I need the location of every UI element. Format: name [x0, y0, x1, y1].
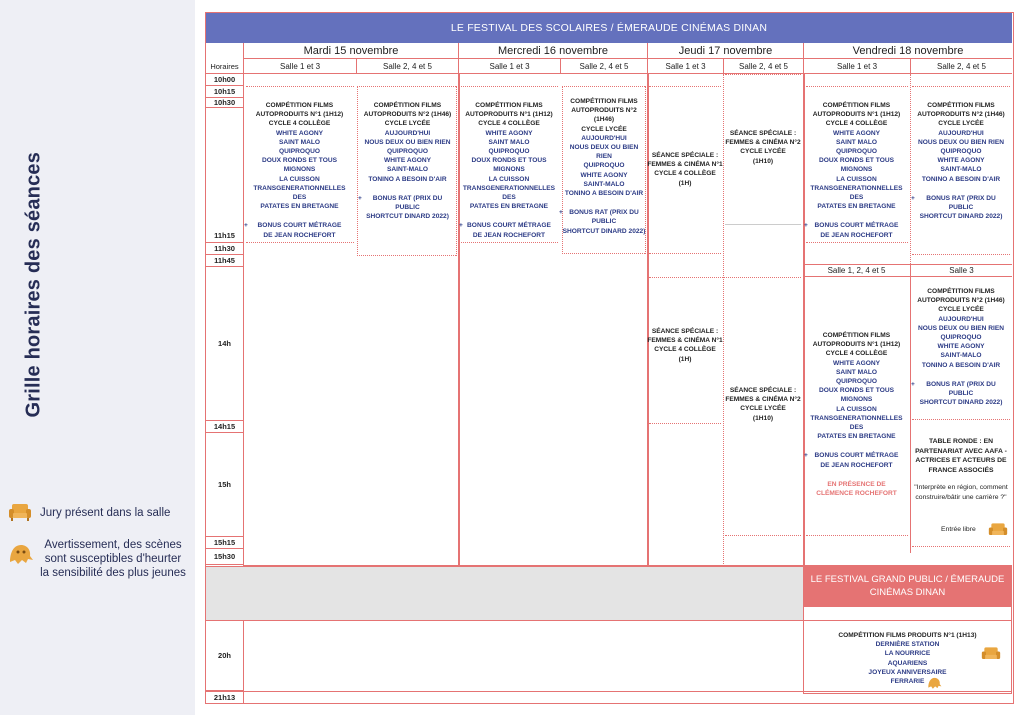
film-title: QUIPROQUO — [940, 334, 982, 342]
special-line: FEMMES & CINÉMA N°1 — [647, 337, 723, 345]
slot-border — [649, 86, 721, 87]
bonus-text: BONUS RAT (PRIX DU PUBLIC — [926, 194, 996, 212]
slot-border — [912, 419, 1010, 420]
film-title: NOUS DEUX OU BIEN RIEN — [569, 144, 639, 161]
film-title: SAINT-MALO — [940, 166, 982, 174]
entry-free: Entrée libre — [941, 526, 976, 533]
block-cycle: CYCLE LYCÉE — [581, 125, 627, 133]
slot-border — [246, 242, 354, 243]
block-title: COMPÉTITION FILMS — [822, 102, 891, 109]
special-line: CYCLE 4 COLLÈGE — [654, 346, 716, 354]
legend-warning-line: la sensibilité des plus jeunes — [40, 567, 186, 579]
film-title: DOUX RONDS ET TOUS MIGNONS — [819, 387, 894, 404]
slot-border — [461, 86, 558, 87]
film-title: TONINO A BESOIN D'AIR — [368, 175, 447, 183]
slot-border — [649, 277, 801, 278]
bonus-text: BONUS COURT MÉTRAGE — [257, 222, 342, 230]
slot-border — [649, 253, 721, 254]
special-line: CYCLE LYCÉE — [740, 148, 786, 156]
break-band — [206, 566, 803, 620]
program-block-films1 — [803, 101, 910, 240]
special-line: (1H10) — [752, 414, 774, 422]
block-title: COMPÉTITION FILMS — [570, 98, 638, 105]
special-line: CYCLE 4 COLLÈGE — [654, 170, 716, 178]
room-header: Salle 2, 4 et 5 — [910, 59, 1012, 74]
time-21h13: 21h13 — [213, 692, 236, 702]
film-title: TRANSGENERATIONNELLES DES — [253, 184, 346, 202]
film-title: TONINO A BESOIN D'AIR — [921, 175, 1001, 183]
day-header-friday: Vendredi 18 novembre — [803, 43, 1012, 59]
block-title: COMPÉTITION FILMS — [927, 288, 995, 295]
film-title: SAINT MALO — [278, 138, 321, 146]
slot-border — [357, 86, 456, 87]
bonus-text: BONUS RAT (PRIX DU PUBLIC — [926, 380, 996, 398]
film-title: LA CUISSON — [836, 175, 877, 183]
block-cycle: CYCLE LYCÉE — [938, 120, 984, 128]
time-11h45: 11h45 — [206, 255, 243, 267]
film-title: QUIPROQUO — [488, 148, 530, 156]
film-title: TRANSGENERATIONNELLES DES — [462, 184, 556, 202]
block-subtitle: AUTOPRODUITS N°1 (1H12) — [465, 111, 553, 119]
table-ronde-title: FRANCE ASSOCIÉS — [928, 466, 994, 474]
film-title: TONINO A BESOIN D'AIR — [921, 361, 1001, 369]
time-14h: 14h — [206, 267, 243, 421]
film-title: TONINO A BESOIN D'AIR — [564, 190, 644, 198]
film-title: QUIPROQUO — [386, 148, 429, 156]
special-line: CYCLE LYCÉE — [740, 405, 786, 413]
bonus-line — [914, 194, 1008, 212]
bonus-line-2: DE JEAN ROCHEFORT — [820, 231, 893, 239]
film-title: PATATES EN BRETAGNE — [260, 203, 339, 211]
bonus-line — [562, 208, 646, 226]
time-10h30: 10h30 — [206, 98, 243, 108]
film-title: PATATES EN BRETAGNE — [469, 203, 549, 211]
special-line: SÉANCE SPÉCIALE : — [651, 328, 719, 335]
film-title: TRANSGENERATIONNELLES DES — [810, 414, 903, 432]
slot-border — [806, 86, 908, 87]
film-title: WHITE AGONY — [275, 129, 323, 137]
slot-border — [725, 535, 801, 536]
special-line: FEMMES & CINÉMA N°2 — [725, 396, 801, 404]
slot-border — [562, 86, 645, 87]
program-block-films1-afternoon — [803, 331, 910, 498]
film-title: FERRARIE — [890, 678, 925, 686]
room-header: Salle 2, 4 et 5 — [560, 59, 647, 74]
film-title: JOYEUX ANNIVERSAIRE — [868, 668, 947, 676]
bonus-line — [807, 221, 906, 230]
ghost-icon — [6, 542, 34, 566]
film-title: LA CUISSON — [488, 175, 530, 183]
block-title: COMPÉTITION FILMS — [822, 332, 891, 339]
slot-border — [912, 254, 1010, 255]
bonus-line — [914, 380, 1008, 398]
time-15h: 15h — [206, 433, 243, 537]
block-cycle: CYCLE LYCÉE — [384, 120, 431, 128]
film-title: NOUS DEUX OU BIEN RIEN — [917, 138, 1005, 146]
slot-border — [725, 74, 801, 75]
film-title: AQUARIENS — [887, 659, 928, 667]
legend-warning-line: sont susceptibles d'heurter — [44, 553, 182, 565]
block-cycle: CYCLE 4 COLLÈGE — [478, 120, 540, 128]
special-session-1-afternoon — [647, 327, 723, 364]
bonus-line-2: SHORTCUT DINARD 2022) — [919, 213, 1003, 221]
film-title: WHITE AGONY — [937, 343, 985, 351]
slot-border — [357, 255, 456, 256]
film-title: AUJOURD'HUI — [581, 134, 627, 142]
bonus-text: BONUS RAT (PRIX DU PUBLIC — [372, 194, 443, 212]
special-line: SÉANCE SPÉCIALE : — [729, 387, 797, 394]
film-title: TRANSGENERATIONNELLES DES — [810, 184, 903, 202]
presence-line: EN PRÉSENCE DE — [827, 480, 886, 488]
legend-warning — [38, 538, 188, 580]
day-header-wednesday: Mercredi 16 novembre — [458, 43, 647, 59]
sidebar-title-text: Grille horaires des séances — [22, 151, 45, 418]
schools-festival-banner: LE FESTIVAL DES SCOLAIRES / ÉMERAUDE CINÉMAS DINAN — [206, 13, 1012, 43]
slot-border — [912, 86, 1010, 87]
film-title: SAINT-MALO — [940, 352, 982, 360]
table-ronde-quote: "Interprète en région, comment — [914, 484, 1008, 491]
film-title: DOUX RONDS ET TOUS MIGNONS — [471, 157, 547, 174]
time-15h15: 15h15 — [206, 537, 243, 549]
film-title: QUIPROQUO — [583, 162, 625, 170]
block-title: COMPÉTITION FILMS — [927, 102, 995, 109]
special-line: (1H) — [678, 179, 692, 187]
special-line: SÉANCE SPÉCIALE : — [651, 152, 719, 159]
film-title: WHITE AGONY — [832, 129, 880, 137]
film-title: AUJOURD'HUI — [938, 315, 984, 323]
special-session-2 — [723, 129, 803, 166]
special-line: FEMMES & CINÉMA N°1 — [647, 161, 723, 169]
slot-border — [461, 242, 558, 243]
film-title: NOUS DEUX OU BIEN RIEN — [364, 138, 451, 146]
block-cycle: CYCLE 4 COLLÈGE — [825, 350, 888, 358]
table-ronde-title: TABLE RONDE : EN — [928, 438, 994, 445]
block-subtitle: AUTOPRODUITS N°2 (1H46) — [363, 111, 452, 119]
time-15h30: 15h30 — [206, 549, 243, 565]
film-title: QUIPROQUO — [278, 148, 321, 156]
day-header-thursday: Jeudi 17 novembre — [647, 43, 803, 59]
film-title: PATATES EN BRETAGNE — [817, 203, 896, 211]
film-title: WHITE AGONY — [937, 157, 985, 165]
bonus-line-2: DE JEAN ROCHEFORT — [820, 461, 893, 469]
slot-border — [725, 224, 801, 225]
time-11h30: 11h30 — [206, 243, 243, 255]
grand-public-title: CINÉMAS DINAN — [869, 587, 946, 598]
horaires-header: Horaires — [206, 59, 244, 74]
grand-public-banner — [803, 566, 1012, 606]
film-title: QUIPROQUO — [835, 148, 878, 156]
program-block-films2 — [357, 101, 458, 221]
evening-title: COMPÉTITION FILMS PRODUITS N°1 (1H13) — [838, 632, 977, 639]
bonus-line — [807, 451, 906, 460]
film-title: AUJOURD'HUI — [384, 129, 431, 137]
bonus-line-2: SHORTCUT DINARD 2022) — [366, 213, 449, 221]
table-ronde-title: ACTRICES ET ACTEURS DE — [915, 457, 1007, 464]
time-14h15: 14h15 — [206, 421, 243, 433]
room-header: Salle 1 et 3 — [243, 59, 356, 74]
special-line: SÉANCE SPÉCIALE : — [729, 130, 797, 137]
bonus-line — [247, 221, 352, 230]
room-header-afternoon: Salle 3 — [910, 265, 1012, 277]
room-header: Salle 1 et 3 — [647, 59, 723, 74]
block-cycle: CYCLE 4 COLLÈGE — [268, 120, 331, 128]
block-title: COMPÉTITION FILMS — [265, 102, 334, 109]
day-header-tuesday: Mardi 15 novembre — [243, 43, 458, 59]
bonus-line-2: DE JEAN ROCHEFORT — [263, 231, 336, 239]
block-subtitle: AUTOPRODUITS N°1 (1H12) — [255, 111, 344, 119]
bonus-line-2: SHORTCUT DINARD 2022) — [562, 227, 646, 235]
block-subtitle: AUTOPRODUITS N°2 (1H46) — [917, 111, 1005, 119]
film-title: PATATES EN BRETAGNE — [817, 433, 896, 441]
room-header: Salle 2, 4 et 5 — [723, 59, 803, 74]
film-title: SAINT MALO — [488, 138, 530, 146]
film-title: SAINT MALO — [835, 138, 878, 146]
bonus-text: BONUS RAT (PRIX DU PUBLIC — [569, 209, 639, 226]
table-ronde-title: PARTENARIAT AVEC AAFA - — [915, 447, 1007, 455]
block-subtitle: AUTOPRODUITS N°1 (1H12) — [812, 111, 901, 119]
armchair-icon — [981, 645, 1001, 663]
film-title: WHITE AGONY — [832, 359, 880, 367]
room-header: Salle 1 et 3 — [458, 59, 560, 74]
time-10h00: 10h00 — [206, 74, 243, 86]
armchair-icon — [988, 521, 1008, 539]
bonus-line-2: DE JEAN ROCHEFORT — [472, 231, 546, 239]
bonus-text: BONUS COURT MÉTRAGE — [814, 452, 899, 460]
film-title: WHITE AGONY — [485, 129, 533, 137]
slot-border — [246, 86, 354, 87]
special-session-2-afternoon — [723, 386, 803, 423]
schedule-grid — [205, 12, 1014, 704]
film-title: SAINT MALO — [835, 368, 878, 376]
film-title: LA NOURRICE — [884, 650, 931, 658]
block-subtitle: AUTOPRODUITS N°2 (1H46) — [571, 107, 637, 124]
slot-border — [912, 546, 1010, 547]
table-ronde-quote: construire/bâtir une carrière ?" — [915, 493, 1007, 501]
film-title: AUJOURD'HUI — [938, 129, 984, 137]
film-title: LA CUISSON — [279, 175, 320, 183]
legend-jury: Jury présent dans la salle — [40, 507, 171, 519]
room-header: Salle 2, 4 et 5 — [356, 59, 458, 74]
film-title: DOUX RONDS ET TOUS MIGNONS — [819, 157, 894, 174]
program-block-films1 — [243, 101, 356, 240]
bonus-text: BONUS COURT MÉTRAGE — [814, 222, 899, 230]
legend-warning-line: Avertissement, des scènes — [44, 539, 182, 551]
film-title: SAINT-MALO — [583, 180, 625, 188]
slot-border — [562, 253, 645, 254]
grand-public-title: LE FESTIVAL GRAND PUBLIC / ÉMERAUDE — [810, 574, 1005, 585]
film-title: DOUX RONDS ET TOUS MIGNONS — [262, 157, 337, 174]
program-block-films2-afternoon — [910, 287, 1012, 407]
block-subtitle: AUTOPRODUITS N°2 (1H46) — [917, 297, 1005, 305]
bonus-line — [462, 221, 556, 230]
block-subtitle: AUTOPRODUITS N°1 (1H12) — [812, 341, 901, 349]
film-title: WHITE AGONY — [383, 157, 431, 165]
bonus-line-2: SHORTCUT DINARD 2022) — [919, 399, 1003, 407]
special-line: (1H) — [678, 355, 692, 363]
armchair-icon — [8, 502, 32, 522]
time-11h15: 11h15 — [206, 225, 243, 243]
program-block-films1 — [458, 101, 560, 240]
special-session-1 — [647, 151, 723, 188]
block-cycle: CYCLE 4 COLLÈGE — [825, 120, 888, 128]
room-header-afternoon: Salle 1, 2, 4 et 5 — [803, 265, 910, 277]
time-20h: 20h — [206, 620, 243, 691]
film-title: SAINT-MALO — [386, 166, 429, 174]
program-block-films2 — [910, 101, 1012, 221]
film-title: NOUS DEUX OU BIEN RIEN — [917, 324, 1005, 332]
film-title: QUIPROQUO — [835, 378, 878, 386]
presence-line-2: CLÉMENCE ROCHEFORT — [816, 490, 897, 498]
slot-border — [649, 423, 721, 424]
block-title: COMPÉTITION FILMS — [373, 102, 442, 109]
block-title: COMPÉTITION FILMS — [475, 102, 543, 109]
film-title: LA CUISSON — [836, 405, 877, 413]
special-line: FEMMES & CINÉMA N°2 — [725, 139, 801, 147]
slot-border — [806, 535, 908, 536]
bonus-text: BONUS COURT MÉTRAGE — [467, 222, 551, 230]
table-ronde-block — [910, 437, 1012, 502]
room-header: Salle 1 et 3 — [803, 59, 910, 74]
ghost-icon — [926, 676, 942, 690]
film-title: WHITE AGONY — [580, 171, 628, 179]
film-title: QUIPROQUO — [940, 148, 982, 156]
film-title: DERNIÈRE STATION — [875, 641, 940, 649]
special-line: (1H10) — [752, 157, 774, 165]
sidebar — [0, 0, 195, 715]
slot-border — [806, 242, 908, 243]
time-10h15: 10h15 — [206, 86, 243, 98]
bonus-line — [361, 194, 454, 212]
program-block-films2 — [560, 97, 648, 236]
block-cycle: CYCLE LYCÉE — [938, 306, 984, 314]
